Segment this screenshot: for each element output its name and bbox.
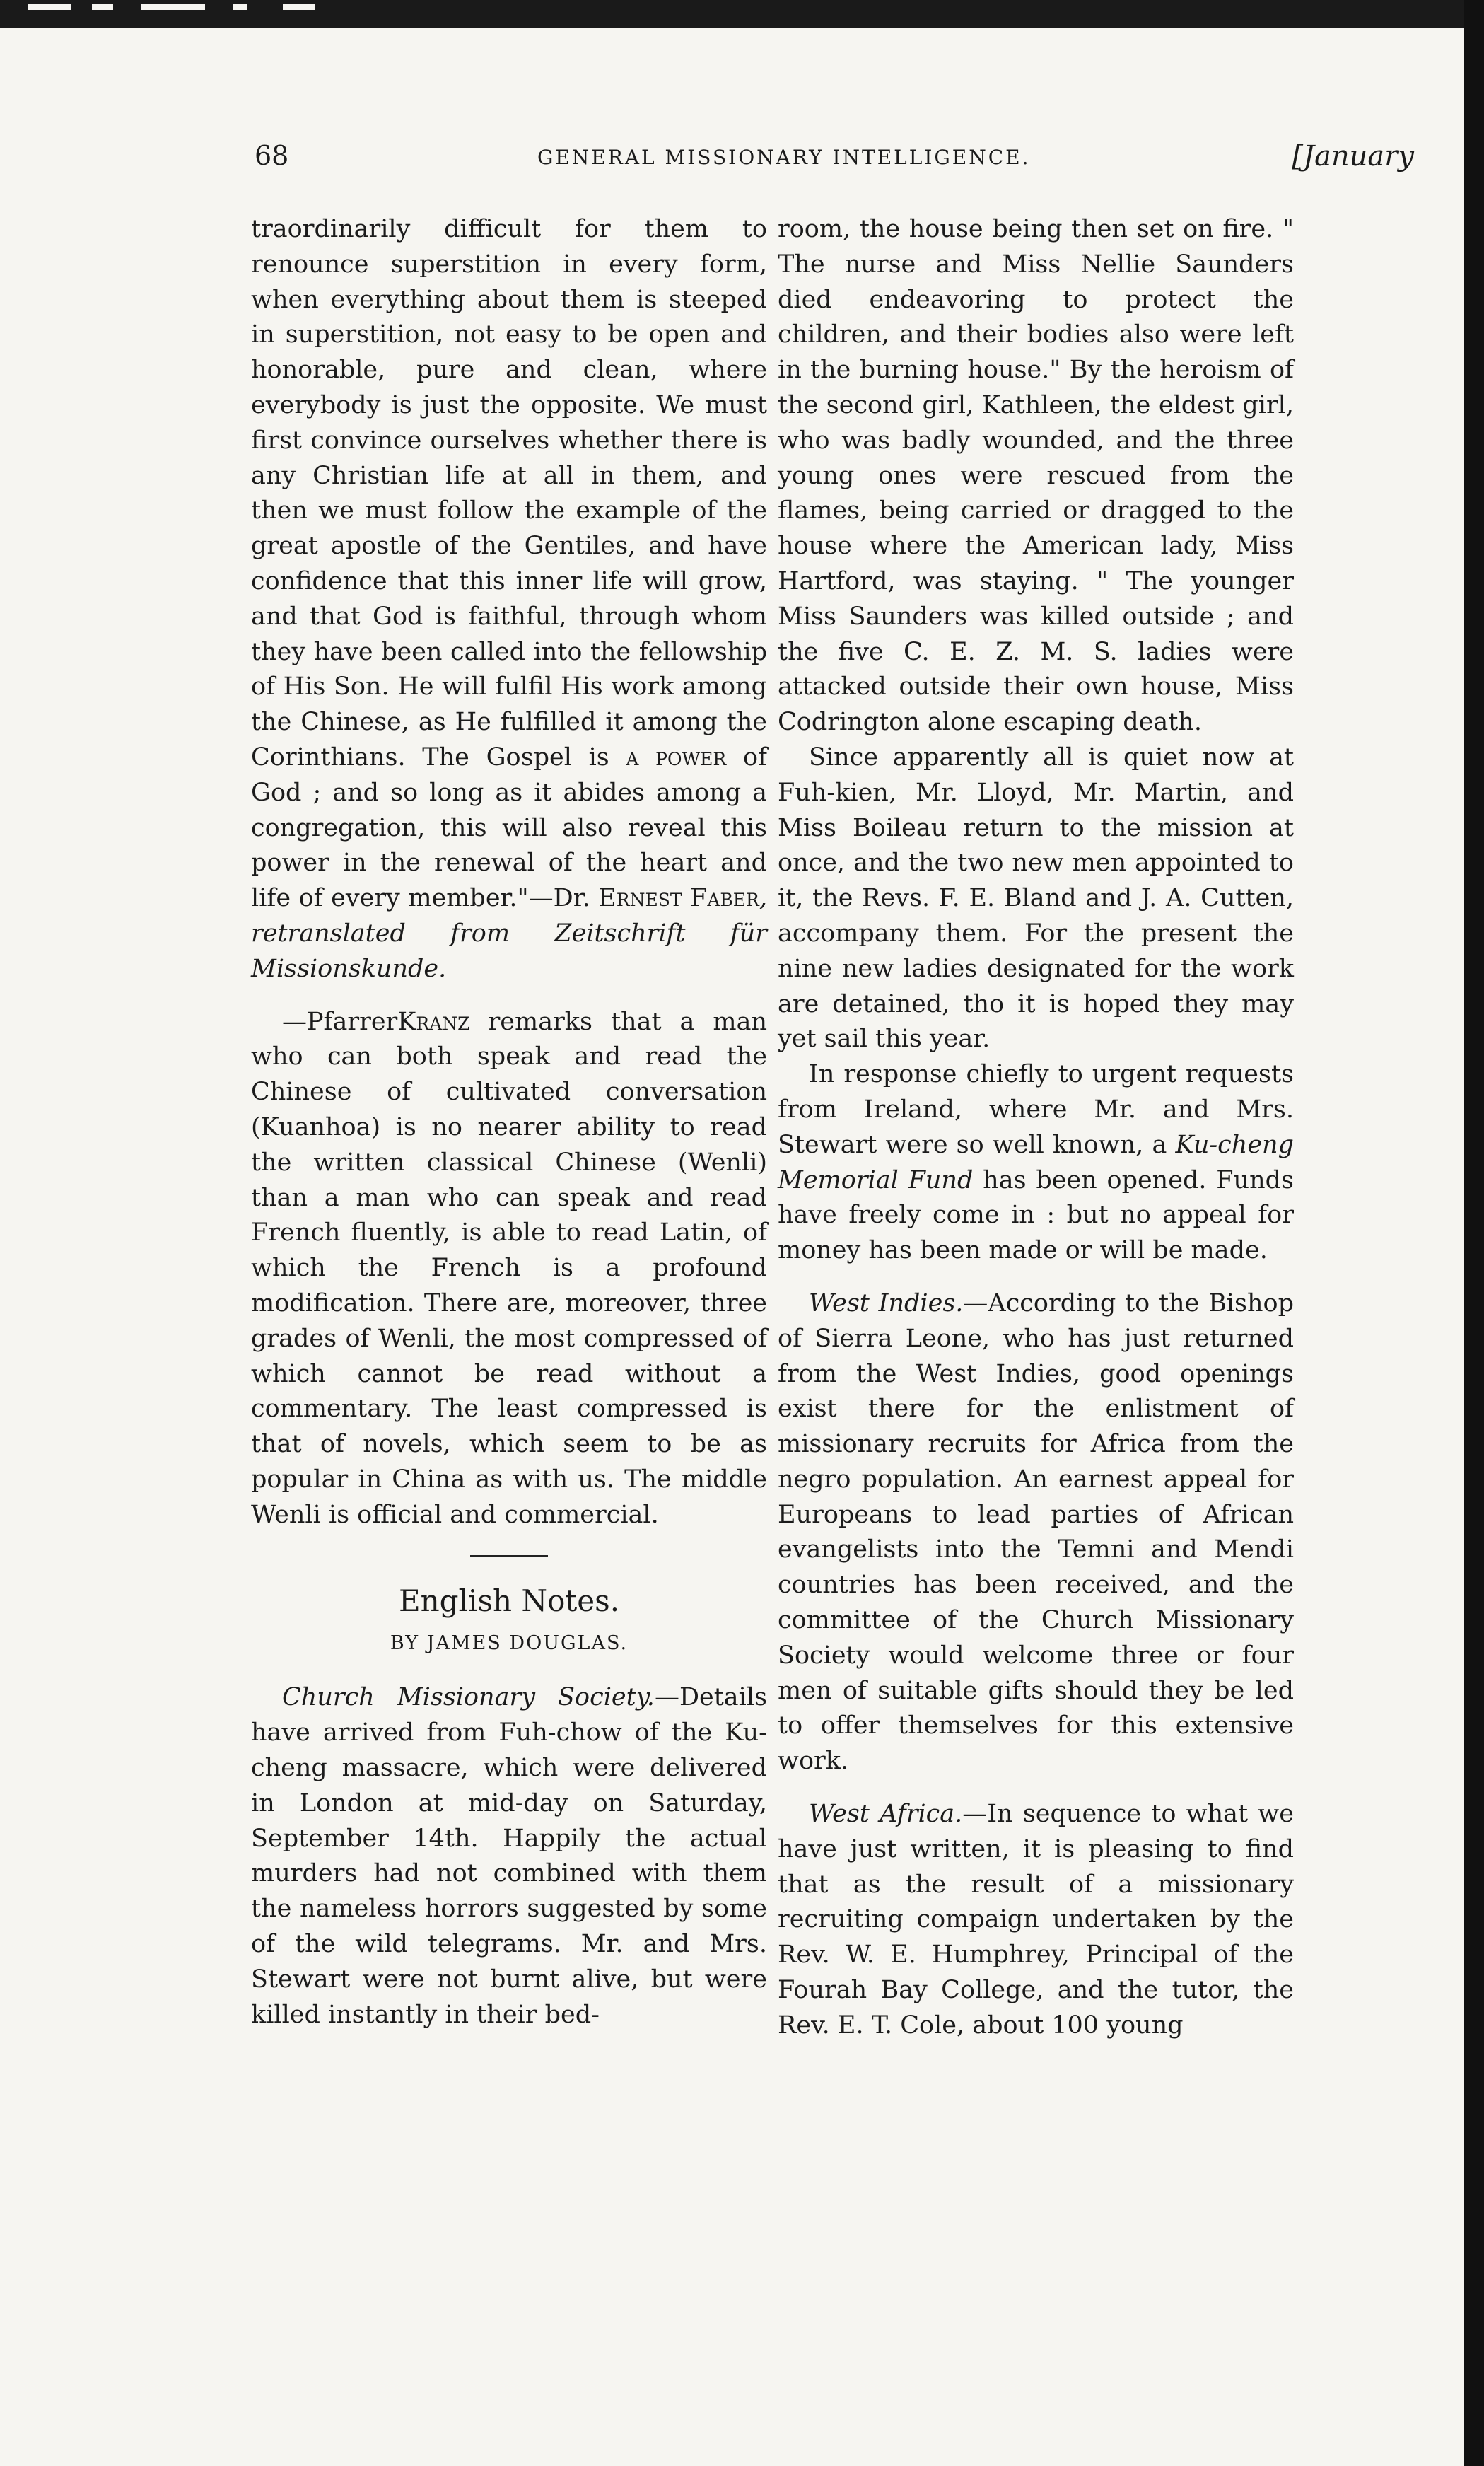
paragraph: Church Missionary Society.—Details have arrived from Fuh-chow of the Ku-cheng massacre, which were delivered in London at mid-day on Saturday, September 14th. Happily the actual murders had not combined with them the nameless horrors suggested by some of the wild telegrams. Mr. and Mrs. Stewart were not burnt alive, but were killed instantly in their bed- xyxy=(251,1683,767,2029)
paragraph: room, the house being then set on fire. " The nurse and Miss Nellie Saunders died endeavoring to protect the children, and their bodies also were left in the burning house." By the heroism of the second girl, Kathleen, the eldest girl, who was badly wounded, and the three young ones were rescued from the flames, being carried or dragged to the house where the American lady, Miss Hartford, was staying. " The younger Miss Saunders was killed outside ; and the five C. E. Z. M. S. ladies were attacked outside their own house, Miss Codrington alone escaping death. xyxy=(778,215,1294,737)
person-name: Kranz xyxy=(397,1007,470,1036)
left-column xyxy=(251,212,767,2032)
paragraph: West Indies.—According to the Bishop of Sierra Leone, who has just returned from the West Indies, good openings exist there for the enlistment of missionary recruits for Africa from the negro population. An earnest appeal for Europeans to lead parties of African evangelists into the Temni and Mendi countries has been received, and the committee of the Church Missionary Society would welcome three or four men of suitable gifts should they be led to offer themselves for this extensive work. xyxy=(778,1289,1294,1776)
subsection-heading: Church Missionary Society. xyxy=(282,1683,655,1712)
page-header xyxy=(255,140,1414,182)
scan-right-border xyxy=(1464,0,1484,2466)
paragraph: West Africa.—In sequence to what we have just written, it is pleasing to find that as the result of a missionary recruiting compaign undertaken by the Rev. W. E. Humphrey, Principal of the Fourah Bay College, and the tutor, the Rev. E. T. Cole, about 100 young xyxy=(778,1800,1294,2040)
header-month: [January xyxy=(1292,140,1414,173)
scan-artifact xyxy=(141,4,205,10)
scan-top-border xyxy=(0,0,1484,28)
byline: BY JAMES DOUGLAS. xyxy=(390,1632,629,1655)
section-divider xyxy=(470,1555,548,1557)
running-head: GENERAL MISSIONARY INTELLIGENCE. xyxy=(537,146,1031,169)
subsection-heading: West Indies. xyxy=(809,1289,964,1318)
paragraph: In response chiefly to urgent requests from Ireland, where Mr. and Mrs. Stewart were so well known, a Ku-cheng Memorial Fund has been opened. Funds have freely come in : but no appeal for money has been made or will be made. xyxy=(778,1060,1294,1265)
scan-artifact xyxy=(92,4,113,10)
section-title: English Notes. xyxy=(398,1583,620,1619)
paragraph: —PfarrerKranz remarks that a man who can both speak and read the Chinese of cultivated conversation (Kuanhoa) is no nearer ability to read the written classical Chinese (Wenli) than a man who can speak and read French fluently, is able to read Latin, of which the French is a profound modification. There are, moreover, three grades of Wenli, the most compressed of which cannot be read without a commentary. The least compressed is that of novels, which seem to be as popular in China as with us. The middle Wenli is official and commercial. xyxy=(251,1007,767,1529)
paragraph: traordinarily difficult for them to renounce superstition in every form, when everything about them is steeped in superstition, not easy to be open and honorable, pure and clean, where everybody is just the opposite. We must first convince ourselves whether there is any Christian life at all in them, and then we must follow the example of the great apostle of the Gentiles, and have confidence that this inner life will grow, and that God is faithful, through whom they have been called into the fellowship of His Son. He will fulfil His work among the Chinese, as He fulfilled it among the Corinthians. The Gospel is a power of God ; and so long as it abides among a congregation, this will also reveal this power in the renewal of the heart and life of every member."—Dr. Ernest Faber, retranslated from Zeitschrift für Missionskunde. xyxy=(251,215,767,983)
emphasis-power: a power xyxy=(626,743,727,772)
paragraph: Since apparently all is quiet now at Fuh-kien, Mr. Lloyd, Mr. Martin, and Miss Boileau return to the mission at once, and the two new men appointed to it, the Revs. F. E. Bland and J. A. Cutten, accompany them. For the present the nine new ladies designated for the work are detained, tho it is hoped they may yet sail this year. xyxy=(778,743,1294,1054)
scan-artifact xyxy=(283,4,315,10)
source-citation: , retranslated from Zeitschrift für Missionskunde. xyxy=(251,884,767,983)
page-number: 68 xyxy=(255,140,289,171)
fund-name: Ku-cheng Memorial Fund xyxy=(778,1130,1294,1194)
right-column xyxy=(778,212,1294,2044)
subsection-heading: West Africa. xyxy=(809,1800,963,1829)
scan-artifact xyxy=(233,4,247,10)
author-name: Ernest Faber xyxy=(598,884,759,913)
scan-artifact xyxy=(28,4,71,10)
